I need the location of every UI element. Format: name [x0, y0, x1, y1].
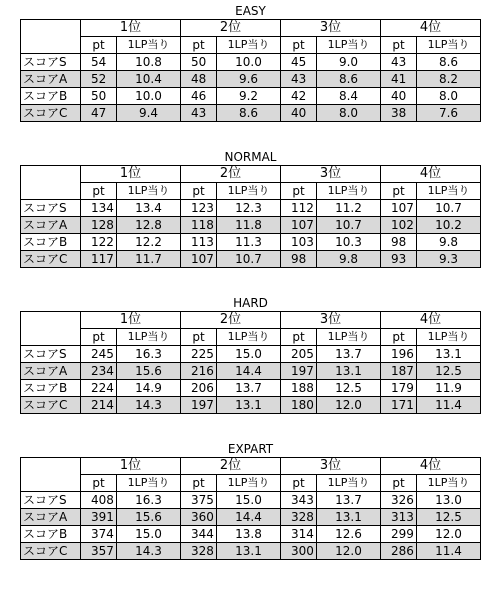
- pt-cell: 171: [381, 397, 417, 414]
- pt-header: pt: [181, 183, 217, 200]
- pt-cell: 196: [381, 346, 417, 363]
- score-rank-label: スコアB: [21, 234, 81, 251]
- difficulty-title: EXPART: [227, 442, 274, 456]
- pt-header: pt: [381, 183, 417, 200]
- per-lp-cell: 13.1: [217, 543, 281, 560]
- per-lp-cell: 12.5: [417, 363, 481, 380]
- per-lp-cell: 13.7: [217, 380, 281, 397]
- pt-cell: 123: [181, 200, 217, 217]
- pt-header: pt: [181, 475, 217, 492]
- per-lp-cell: 9.0: [317, 54, 381, 71]
- table-row: [21, 397, 481, 414]
- pt-header: pt: [281, 183, 317, 200]
- corner-cell: [21, 312, 81, 346]
- table-row: [21, 234, 481, 251]
- per-lp-cell: 9.4: [117, 105, 181, 122]
- table-row: [21, 105, 481, 122]
- score-rank-label: スコアA: [21, 217, 81, 234]
- per-lp-cell: 8.0: [317, 105, 381, 122]
- score-rank-label: スコアS: [21, 200, 81, 217]
- corner-cell: [21, 458, 81, 492]
- pt-cell: 118: [181, 217, 217, 234]
- sub-header-row: [21, 329, 481, 346]
- pt-cell: 103: [281, 234, 317, 251]
- score-table: [20, 165, 481, 268]
- pt-header: pt: [281, 37, 317, 54]
- pt-cell: 112: [281, 200, 317, 217]
- rank-header: 4位: [381, 312, 481, 329]
- per-lp-cell: 13.7: [317, 492, 381, 509]
- pt-header: pt: [381, 37, 417, 54]
- difficulty-title: EASY: [235, 4, 266, 18]
- pt-cell: 107: [281, 217, 317, 234]
- pt-cell: 180: [281, 397, 317, 414]
- per-lp-cell: 10.0: [117, 88, 181, 105]
- per-lp-cell: 7.6: [417, 105, 481, 122]
- per-lp-cell: 10.2: [417, 217, 481, 234]
- pt-cell: 187: [381, 363, 417, 380]
- sub-header-row: [21, 183, 481, 200]
- pt-cell: 107: [381, 200, 417, 217]
- pt-cell: 128: [81, 217, 117, 234]
- table-row: [21, 526, 481, 543]
- rank-header: 3位: [281, 458, 381, 475]
- score-rank-label: スコアS: [21, 346, 81, 363]
- rank-header: 2位: [181, 20, 281, 37]
- pt-cell: 98: [281, 251, 317, 268]
- pt-header: pt: [181, 37, 217, 54]
- rank-header: 1位: [81, 20, 181, 37]
- rank-header: 1位: [81, 166, 181, 183]
- score-rank-label: スコアB: [21, 526, 81, 543]
- rank-header: 2位: [181, 458, 281, 475]
- sub-header-row: [21, 475, 481, 492]
- per-lp-cell: 12.8: [117, 217, 181, 234]
- score-rank-label: スコアA: [21, 71, 81, 88]
- per-lp-header: 1LP当り: [217, 329, 281, 346]
- rank-header-row: [21, 20, 481, 37]
- rank-header: 4位: [381, 458, 481, 475]
- pt-header: pt: [81, 183, 117, 200]
- pt-cell: 205: [281, 346, 317, 363]
- pt-cell: 408: [81, 492, 117, 509]
- table-row: [21, 363, 481, 380]
- per-lp-cell: 10.8: [117, 54, 181, 71]
- per-lp-cell: 8.0: [417, 88, 481, 105]
- score-rank-label: スコアB: [21, 380, 81, 397]
- score-rank-label: スコアA: [21, 363, 81, 380]
- pt-cell: 113: [181, 234, 217, 251]
- pt-cell: 134: [81, 200, 117, 217]
- per-lp-cell: 13.8: [217, 526, 281, 543]
- sub-header-row: [21, 37, 481, 54]
- pt-cell: 40: [381, 88, 417, 105]
- per-lp-cell: 15.0: [217, 492, 281, 509]
- pt-cell: 98: [381, 234, 417, 251]
- per-lp-cell: 11.8: [217, 217, 281, 234]
- rank-header: 3位: [281, 166, 381, 183]
- table-row: [21, 543, 481, 560]
- per-lp-cell: 15.6: [117, 509, 181, 526]
- pt-header: pt: [81, 329, 117, 346]
- pt-cell: 197: [281, 363, 317, 380]
- score-rank-label: スコアB: [21, 88, 81, 105]
- per-lp-cell: 9.3: [417, 251, 481, 268]
- pt-header: pt: [81, 475, 117, 492]
- pt-cell: 45: [281, 54, 317, 71]
- rank-header: 3位: [281, 312, 381, 329]
- pt-cell: 313: [381, 509, 417, 526]
- table-row: [21, 380, 481, 397]
- pt-cell: 374: [81, 526, 117, 543]
- per-lp-header: 1LP当り: [117, 475, 181, 492]
- per-lp-cell: 13.1: [217, 397, 281, 414]
- per-lp-cell: 8.2: [417, 71, 481, 88]
- per-lp-cell: 12.5: [317, 380, 381, 397]
- rank-header: 2位: [181, 166, 281, 183]
- per-lp-cell: 13.0: [417, 492, 481, 509]
- per-lp-cell: 11.3: [217, 234, 281, 251]
- difficulty-title: HARD: [233, 296, 268, 310]
- rank-header: 4位: [381, 166, 481, 183]
- score-table: [20, 19, 481, 122]
- pt-cell: 286: [381, 543, 417, 560]
- rank-header: 4位: [381, 20, 481, 37]
- per-lp-cell: 14.9: [117, 380, 181, 397]
- table-row: [21, 88, 481, 105]
- per-lp-cell: 8.6: [317, 71, 381, 88]
- score-rank-label: スコアC: [21, 397, 81, 414]
- pt-header: pt: [281, 329, 317, 346]
- pt-cell: 41: [381, 71, 417, 88]
- pt-header: pt: [181, 329, 217, 346]
- per-lp-cell: 9.2: [217, 88, 281, 105]
- table-row: [21, 346, 481, 363]
- rank-header: 2位: [181, 312, 281, 329]
- table-row: [21, 492, 481, 509]
- pt-cell: 107: [181, 251, 217, 268]
- pt-cell: 102: [381, 217, 417, 234]
- rank-header: 1位: [81, 458, 181, 475]
- pt-cell: 122: [81, 234, 117, 251]
- per-lp-cell: 8.6: [417, 54, 481, 71]
- pt-cell: 197: [181, 397, 217, 414]
- per-lp-cell: 14.4: [217, 363, 281, 380]
- per-lp-header: 1LP当り: [217, 183, 281, 200]
- table-row: [21, 217, 481, 234]
- per-lp-cell: 11.4: [417, 543, 481, 560]
- pt-cell: 245: [81, 346, 117, 363]
- pt-cell: 46: [181, 88, 217, 105]
- pt-cell: 214: [81, 397, 117, 414]
- pt-header: pt: [281, 475, 317, 492]
- per-lp-cell: 11.7: [117, 251, 181, 268]
- pt-cell: 43: [281, 71, 317, 88]
- per-lp-cell: 12.3: [217, 200, 281, 217]
- per-lp-cell: 13.7: [317, 346, 381, 363]
- per-lp-cell: 13.1: [417, 346, 481, 363]
- pt-cell: 52: [81, 71, 117, 88]
- per-lp-cell: 13.4: [117, 200, 181, 217]
- per-lp-header: 1LP当り: [217, 37, 281, 54]
- pt-cell: 93: [381, 251, 417, 268]
- rank-header: 3位: [281, 20, 381, 37]
- score-rank-label: スコアA: [21, 509, 81, 526]
- pt-cell: 314: [281, 526, 317, 543]
- pt-cell: 224: [81, 380, 117, 397]
- per-lp-cell: 15.0: [117, 526, 181, 543]
- per-lp-cell: 8.4: [317, 88, 381, 105]
- per-lp-cell: 9.8: [417, 234, 481, 251]
- pt-header: pt: [381, 329, 417, 346]
- per-lp-cell: 10.0: [217, 54, 281, 71]
- score-rank-label: スコアC: [21, 105, 81, 122]
- corner-cell: [21, 20, 81, 54]
- pt-cell: 43: [181, 105, 217, 122]
- per-lp-header: 1LP当り: [317, 475, 381, 492]
- per-lp-cell: 12.5: [417, 509, 481, 526]
- pt-cell: 43: [381, 54, 417, 71]
- per-lp-cell: 14.3: [117, 543, 181, 560]
- per-lp-header: 1LP当り: [317, 37, 381, 54]
- rank-header-row: [21, 458, 481, 475]
- per-lp-cell: 14.3: [117, 397, 181, 414]
- per-lp-cell: 12.0: [317, 397, 381, 414]
- per-lp-cell: 8.6: [217, 105, 281, 122]
- table-row: [21, 71, 481, 88]
- pt-cell: 48: [181, 71, 217, 88]
- pt-cell: 343: [281, 492, 317, 509]
- table-row: [21, 509, 481, 526]
- pt-cell: 50: [81, 88, 117, 105]
- pt-cell: 328: [281, 509, 317, 526]
- pt-cell: 206: [181, 380, 217, 397]
- pt-cell: 117: [81, 251, 117, 268]
- score-table: [20, 311, 481, 414]
- per-lp-header: 1LP当り: [317, 183, 381, 200]
- pt-cell: 344: [181, 526, 217, 543]
- pt-cell: 234: [81, 363, 117, 380]
- per-lp-cell: 11.9: [417, 380, 481, 397]
- difficulty-title: NORMAL: [224, 150, 277, 164]
- pt-cell: 50: [181, 54, 217, 71]
- per-lp-cell: 13.1: [317, 363, 381, 380]
- rank-header-row: [21, 312, 481, 329]
- pt-cell: 54: [81, 54, 117, 71]
- pt-cell: 216: [181, 363, 217, 380]
- pt-cell: 300: [281, 543, 317, 560]
- per-lp-cell: 10.7: [317, 217, 381, 234]
- per-lp-cell: 12.2: [117, 234, 181, 251]
- per-lp-header: 1LP当り: [417, 329, 481, 346]
- per-lp-header: 1LP当り: [217, 475, 281, 492]
- rank-header-row: [21, 166, 481, 183]
- table-row: [21, 251, 481, 268]
- score-rank-label: スコアC: [21, 543, 81, 560]
- pt-cell: 375: [181, 492, 217, 509]
- difficulty-block: [20, 296, 481, 414]
- per-lp-cell: 13.1: [317, 509, 381, 526]
- pt-cell: 38: [381, 105, 417, 122]
- pt-cell: 360: [181, 509, 217, 526]
- per-lp-header: 1LP当り: [117, 183, 181, 200]
- pt-cell: 299: [381, 526, 417, 543]
- per-lp-header: 1LP当り: [117, 37, 181, 54]
- score-table: [20, 457, 481, 560]
- score-rank-label: スコアC: [21, 251, 81, 268]
- pt-header: pt: [381, 475, 417, 492]
- per-lp-cell: 9.6: [217, 71, 281, 88]
- pt-cell: 357: [81, 543, 117, 560]
- pt-header: pt: [81, 37, 117, 54]
- per-lp-cell: 15.6: [117, 363, 181, 380]
- score-rank-label: スコアS: [21, 492, 81, 509]
- per-lp-cell: 14.4: [217, 509, 281, 526]
- pt-cell: 391: [81, 509, 117, 526]
- per-lp-cell: 12.6: [317, 526, 381, 543]
- per-lp-header: 1LP当り: [417, 37, 481, 54]
- difficulty-block: [20, 150, 481, 268]
- per-lp-cell: 16.3: [117, 346, 181, 363]
- table-row: [21, 200, 481, 217]
- per-lp-cell: 12.0: [417, 526, 481, 543]
- pt-cell: 40: [281, 105, 317, 122]
- per-lp-header: 1LP当り: [417, 475, 481, 492]
- rank-header: 1位: [81, 312, 181, 329]
- corner-cell: [21, 166, 81, 200]
- pt-cell: 225: [181, 346, 217, 363]
- per-lp-cell: 11.4: [417, 397, 481, 414]
- per-lp-header: 1LP当り: [417, 183, 481, 200]
- difficulty-block: [20, 4, 481, 122]
- per-lp-cell: 15.0: [217, 346, 281, 363]
- per-lp-cell: 10.4: [117, 71, 181, 88]
- pt-cell: 47: [81, 105, 117, 122]
- per-lp-cell: 9.8: [317, 251, 381, 268]
- pt-cell: 188: [281, 380, 317, 397]
- table-row: [21, 54, 481, 71]
- score-rank-label: スコアS: [21, 54, 81, 71]
- per-lp-header: 1LP当り: [317, 329, 381, 346]
- pt-cell: 328: [181, 543, 217, 560]
- difficulty-block: [20, 442, 481, 560]
- pt-cell: 179: [381, 380, 417, 397]
- pt-cell: 326: [381, 492, 417, 509]
- per-lp-cell: 11.2: [317, 200, 381, 217]
- per-lp-cell: 10.7: [217, 251, 281, 268]
- per-lp-cell: 10.7: [417, 200, 481, 217]
- per-lp-cell: 12.0: [317, 543, 381, 560]
- pt-cell: 42: [281, 88, 317, 105]
- per-lp-cell: 16.3: [117, 492, 181, 509]
- per-lp-header: 1LP当り: [117, 329, 181, 346]
- per-lp-cell: 10.3: [317, 234, 381, 251]
